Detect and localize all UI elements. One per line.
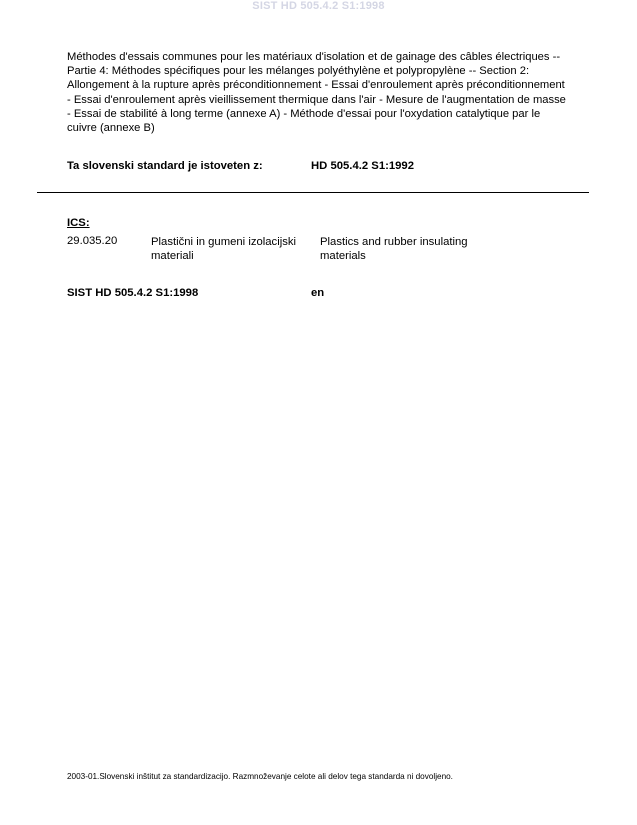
equivalence-value: HD 505.4.2 S1:1992	[311, 160, 414, 172]
copyright-footer: 2003-01.Slovenski inštitut za standardizacijo. Razmnoževanje celote ali delov tega standarda ni dovoljeno.	[67, 772, 453, 781]
document-id: SIST HD 505.4.2 S1:1998	[67, 287, 199, 299]
language-code: en	[311, 287, 325, 299]
ics-description-sl: Plastični in gumeni izolacijski materiali	[151, 236, 297, 262]
equivalence-label: Ta slovenski standard je istoveten z:	[67, 160, 263, 172]
watermark-header: SIST HD 505.4.2 S1:1998	[252, 0, 385, 12]
ics-code: 29.035.20	[67, 235, 118, 247]
ics-label: ICS:	[67, 217, 90, 229]
horizontal-divider	[37, 192, 589, 193]
document-title: Méthodes d'essais communes pour les matériaux d'isolation et de gainage des câbles électriques -- Partie 4: Méthodes spécifiques pour les mélanges polyéthylène et polypropylène -- Section 2: Allongement à la rupture après préconditionnement - Essai d'enroulement après préconditionnement - Essai d'enroulement après vieillissement thermique dans l'air - Mesure de l'augmentation de masse - Essai de stabilité à long terme (annexe A) - Méthode d'essai pour l'oxydation catalytique par le cuivre (annexe B)	[67, 51, 566, 135]
ics-description-en: Plastics and rubber insulating materials	[320, 236, 468, 262]
